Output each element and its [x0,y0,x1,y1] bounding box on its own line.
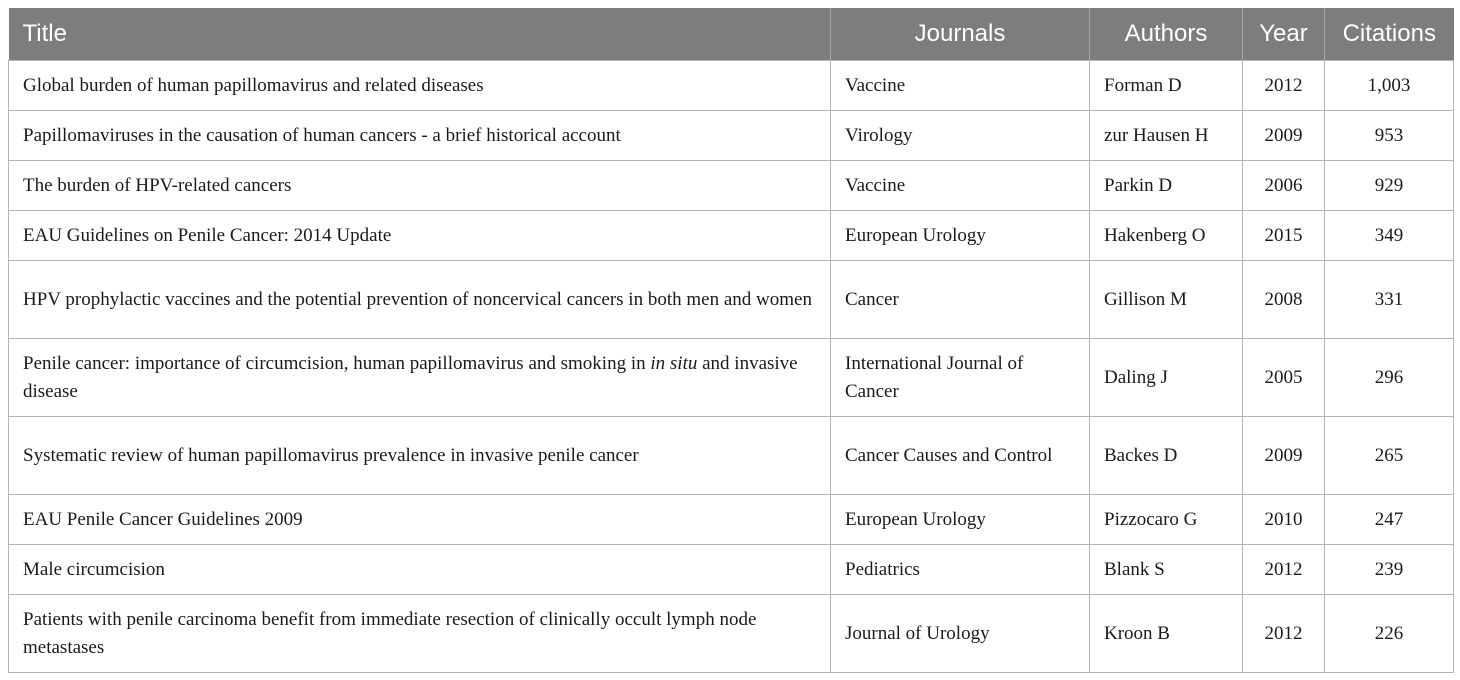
cell-year: 2015 [1243,211,1325,261]
cell-citations: 1,003 [1325,61,1454,111]
cell-year: 2009 [1243,111,1325,161]
cell-title: Global burden of human papillomavirus and related diseases [9,61,831,111]
table-row [9,339,1454,417]
cell-title: Papillomaviruses in the causation of human cancers - a brief historical account [9,111,831,161]
cell-citations: 296 [1325,339,1454,417]
title-text-after: and invasive disease [23,352,798,402]
cell-year: 2009 [1243,417,1325,495]
cell-journal: Cancer [831,261,1090,339]
cell-year: 2008 [1243,261,1325,339]
cell-journal: International Journal of Cancer [831,339,1090,417]
cell-journal: Cancer Causes and Control [831,417,1090,495]
cell-journal: European Urology [831,495,1090,545]
cell-year: 2012 [1243,61,1325,111]
cell-title: EAU Guidelines on Penile Cancer: 2014 Update [9,211,831,261]
cell-year: 2005 [1243,339,1325,417]
table-row [9,111,1454,161]
cell-author: Kroon B [1090,595,1243,673]
cell-author: zur Hausen H [1090,111,1243,161]
cell-title: The burden of HPV-related cancers [9,161,831,211]
table-row [9,161,1454,211]
cell-author: Pizzocaro G [1090,495,1243,545]
cell-author: Daling J [1090,339,1243,417]
cell-year: 2012 [1243,595,1325,673]
header-row [9,8,1454,61]
cell-citations: 349 [1325,211,1454,261]
cell-title: HPV prophylactic vaccines and the potential prevention of noncervical cancers in both men and women [9,261,831,339]
cell-year: 2006 [1243,161,1325,211]
cell-year: 2012 [1243,545,1325,595]
cell-author: Backes D [1090,417,1243,495]
cell-title [9,339,831,417]
cell-title: EAU Penile Cancer Guidelines 2009 [9,495,831,545]
table-row [9,417,1454,495]
cell-author: Blank S [1090,545,1243,595]
table-row [9,595,1454,673]
cell-journal: Journal of Urology [831,595,1090,673]
cell-year: 2010 [1243,495,1325,545]
cell-author: Forman D [1090,61,1243,111]
header-title: Title [9,8,831,61]
header-year: Year [1243,8,1325,61]
cell-journal: Virology [831,111,1090,161]
table-row [9,261,1454,339]
citations-table [8,8,1454,673]
cell-citations: 239 [1325,545,1454,595]
table-row [9,495,1454,545]
cell-citations: 265 [1325,417,1454,495]
cell-author: Gillison M [1090,261,1243,339]
header-authors: Authors [1090,8,1243,61]
cell-citations: 331 [1325,261,1454,339]
cell-citations: 929 [1325,161,1454,211]
cell-citations: 226 [1325,595,1454,673]
header-citations: Citations [1325,8,1454,61]
cell-title: Systematic review of human papillomavirus prevalence in invasive penile cancer [9,417,831,495]
cell-citations: 247 [1325,495,1454,545]
header-journals: Journals [831,8,1090,61]
cell-journal: Pediatrics [831,545,1090,595]
cell-author: Hakenberg O [1090,211,1243,261]
cell-citations: 953 [1325,111,1454,161]
cell-title: Male circumcision [9,545,831,595]
table-row [9,545,1454,595]
cell-journal: Vaccine [831,61,1090,111]
cell-title: Patients with penile carcinoma benefit from immediate resection of clinically occult lymph node metastases [9,595,831,673]
table-row [9,211,1454,261]
cell-journal: Vaccine [831,161,1090,211]
table-row [9,61,1454,111]
cell-journal: European Urology [831,211,1090,261]
title-text-italic: in situ [650,352,698,374]
title-text-before: Penile cancer: importance of circumcision, human papillomavirus and smoking in [23,352,651,374]
cell-author: Parkin D [1090,161,1243,211]
